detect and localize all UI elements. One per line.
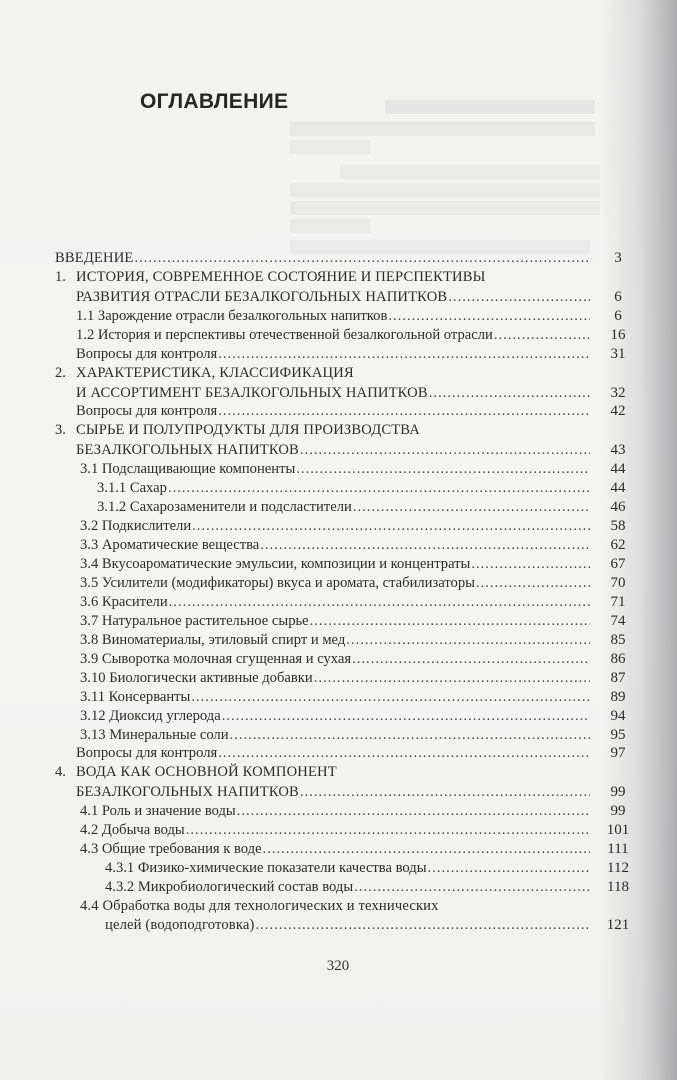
toc-line	[55, 421, 420, 440]
toc-line	[76, 744, 590, 763]
leader-dots	[300, 441, 590, 460]
leader-dots	[169, 593, 590, 612]
leader-dots	[192, 517, 590, 536]
toc-line	[105, 878, 590, 897]
toc-line	[80, 669, 590, 688]
toc-entry-title-continued: БЕЗАЛКОГОЛЬНЫХ НАПИТКОВ	[76, 784, 299, 800]
toc-line	[76, 384, 590, 403]
show-through-shadow	[290, 122, 595, 136]
toc-entry-title: СЫРЬЕ И ПОЛУПРОДУКТЫ ДЛЯ ПРОИЗВОДСТВА	[76, 422, 420, 438]
toc-line	[76, 783, 590, 802]
toc-entry-title: 3.13 Минеральные соли	[80, 727, 229, 743]
toc-page-number: 46	[610, 499, 626, 515]
leader-dots	[191, 688, 590, 707]
toc-entry-title: 3.1.2 Сахарозаменители и подсластители	[97, 499, 352, 515]
toc-entry-title-continued: РАЗВИТИЯ ОТРАСЛИ БЕЗАЛКОГОЛЬНЫХ НАПИТКОВ	[76, 289, 448, 305]
show-through-shadow	[290, 201, 600, 215]
toc-entry-title: 3.8 Виноматериалы, этиловый спирт и мед	[80, 632, 346, 648]
toc-page-number: 74	[610, 613, 626, 629]
toc-entry-title: 4.3.1 Физико-химические показатели качества воды	[105, 860, 427, 876]
toc-page-number: 62	[610, 537, 626, 553]
toc-entry-title: ВОДА КАК ОСНОВНОЙ КОМПОНЕНТ	[76, 764, 337, 780]
leader-dots	[476, 574, 590, 593]
leader-dots	[186, 821, 590, 840]
leader-dots	[471, 555, 590, 574]
toc-line	[80, 726, 590, 745]
toc-line	[80, 821, 590, 840]
toc-line	[80, 840, 590, 859]
toc-entry-title: Вопросы для контроля	[76, 745, 218, 761]
leader-dots	[300, 783, 590, 802]
toc-page-number: 42	[610, 403, 626, 419]
toc-page-number: 95	[610, 727, 626, 743]
chapter-number: 1.	[55, 269, 66, 285]
toc-entry-title: 3.11 Консерванты	[80, 689, 191, 705]
chapter-number: 2.	[55, 365, 66, 381]
toc-page-number: 112	[607, 860, 629, 876]
toc-page-number: 6	[614, 308, 622, 324]
toc-page-number: 118	[607, 879, 629, 895]
toc-page-number: 31	[610, 346, 626, 362]
toc-page-number: 99	[610, 803, 626, 819]
toc-entry-title: 3.9 Сыворотка молочная сгущенная и сухая	[80, 651, 352, 667]
toc-page-number: 89	[610, 689, 626, 705]
toc-line	[80, 555, 590, 574]
leader-dots	[296, 460, 590, 479]
toc-entry-title: 1.2 История и перспективы отечественной безалкогольной отрасли	[76, 327, 493, 343]
toc-line	[105, 916, 590, 935]
toc-page-number: 85	[610, 632, 626, 648]
leader-dots	[346, 631, 590, 650]
toc-line	[55, 763, 337, 782]
toc-page-number: 6	[614, 289, 622, 305]
toc-page-number: 121	[606, 917, 630, 933]
leader-dots	[354, 878, 590, 897]
page-number: 320	[326, 958, 350, 974]
toc-line	[76, 326, 590, 345]
toc-entry-title: 4.3 Общие требования к воде	[80, 841, 262, 857]
show-through-shadow	[340, 165, 600, 179]
toc-entry-title: 4.3.2 Микробиологический состав воды	[105, 879, 354, 895]
toc-page-number: 87	[610, 670, 626, 686]
toc-entry-title: 3.1.1 Сахар	[97, 480, 167, 496]
toc-entry-title-continued: БЕЗАЛКОГОЛЬНЫХ НАПИТКОВ	[76, 442, 299, 458]
show-through-shadow	[290, 219, 370, 233]
leader-dots	[168, 479, 590, 498]
toc-line	[76, 402, 590, 421]
leader-dots	[352, 650, 590, 669]
toc-line	[97, 479, 590, 498]
toc-page-number: 70	[610, 575, 626, 591]
toc-page-number: 58	[610, 518, 626, 534]
leader-dots	[388, 307, 590, 326]
toc-line	[76, 307, 590, 326]
toc-line	[80, 612, 590, 631]
toc-entry-title: 3.2 Подкислители	[80, 518, 192, 534]
show-through-shadow	[290, 140, 370, 154]
leader-dots	[260, 536, 590, 555]
toc-line	[80, 574, 590, 593]
leader-dots	[218, 345, 590, 364]
toc-entry-title: ИСТОРИЯ, СОВРЕМЕННОЕ СОСТОЯНИЕ И ПЕРСПЕКТИВЫ	[76, 269, 486, 285]
show-through-shadow	[290, 183, 600, 197]
toc-entry-title-continued: целей (водоподготовка)	[105, 917, 255, 933]
toc-line	[97, 498, 590, 517]
toc-line	[80, 460, 590, 479]
toc-line	[80, 517, 590, 536]
leader-dots	[237, 802, 590, 821]
toc-line	[80, 802, 590, 821]
toc-page-number: 101	[606, 822, 630, 838]
toc-page-number: 43	[610, 442, 626, 458]
toc-line	[76, 288, 590, 307]
toc-line	[80, 536, 590, 555]
toc-entry-title: 3.5 Усилители (модификаторы) вкуса и аромата, стабилизаторы	[80, 575, 475, 591]
toc-line	[80, 897, 439, 916]
toc-line	[80, 707, 590, 726]
leader-dots	[448, 288, 590, 307]
toc-page-number: 111	[607, 841, 629, 857]
leader-dots	[353, 498, 590, 517]
toc-page-number: 44	[610, 480, 626, 496]
toc-line	[55, 268, 485, 287]
page-title: ОГЛАВЛЕНИЕ	[140, 90, 289, 113]
toc-line	[80, 631, 590, 650]
toc-page-number: 44	[610, 461, 626, 477]
toc-entry-title: ХАРАКТЕРИСТИКА, КЛАССИФИКАЦИЯ	[76, 365, 354, 381]
toc-line	[55, 364, 354, 383]
leader-dots	[263, 840, 590, 859]
chapter-number: 4.	[55, 764, 66, 780]
toc-entry-title: 3.12 Диоксид углерода	[80, 708, 221, 724]
leader-dots	[230, 726, 590, 745]
toc-page-number: 86	[610, 651, 626, 667]
toc-entry-title: 4.1 Роль и значение воды	[80, 803, 236, 819]
toc-entry-title-continued: И АССОРТИМЕНТ БЕЗАЛКОГОЛЬНЫХ НАПИТКОВ	[76, 385, 428, 401]
toc-page-number: 99	[610, 784, 626, 800]
leader-dots	[428, 859, 590, 878]
toc-entry-title: Вопросы для контроля	[76, 346, 218, 362]
toc-page-number: 71	[610, 594, 626, 610]
toc-line	[55, 249, 590, 268]
toc-line	[76, 441, 590, 460]
leader-dots	[494, 326, 590, 345]
toc-entry-title: 3.10 Биологически активные добавки	[80, 670, 313, 686]
leader-dots	[222, 707, 590, 726]
toc-entry-title: 3.6 Красители	[80, 594, 168, 610]
toc-line	[80, 593, 590, 612]
toc-line	[76, 345, 590, 364]
toc-entry-title: Вопросы для контроля	[76, 403, 218, 419]
leader-dots	[310, 612, 590, 631]
toc-line	[105, 859, 590, 878]
toc-entry-title: 3.3 Ароматические вещества	[80, 537, 260, 553]
toc-page-number: 67	[610, 556, 626, 572]
leader-dots	[134, 249, 590, 268]
toc-entry-title: 3.1 Подслащивающие компоненты	[80, 461, 296, 477]
toc-entry-title: 4.4 Обработка воды для технологических и технических	[80, 898, 439, 914]
toc-page-number: 94	[610, 708, 626, 724]
leader-dots	[429, 384, 590, 403]
show-through-shadow	[385, 100, 595, 114]
leader-dots	[218, 744, 590, 763]
toc-line	[80, 650, 590, 669]
toc-entry-title: 3.4 Вкусоароматические эмульсии, композиции и концентраты	[80, 556, 471, 572]
toc-page-number: 16	[610, 327, 626, 343]
toc-page-number: 32	[610, 385, 626, 401]
leader-dots	[218, 402, 590, 421]
toc-page-number: 3	[614, 250, 622, 266]
chapter-number: 3.	[55, 422, 66, 438]
toc-entry-title: ВВЕДЕНИЕ	[55, 250, 134, 266]
toc-entry-title: 4.2 Добыча воды	[80, 822, 185, 838]
leader-dots	[314, 669, 590, 688]
toc-entry-title: 3.7 Натуральное растительное сырье	[80, 613, 309, 629]
toc-page-number: 97	[610, 745, 626, 761]
toc-line	[80, 688, 590, 707]
leader-dots	[255, 916, 590, 935]
toc-entry-title: 1.1 Зарождение отрасли безалкогольных напитков	[76, 308, 388, 324]
